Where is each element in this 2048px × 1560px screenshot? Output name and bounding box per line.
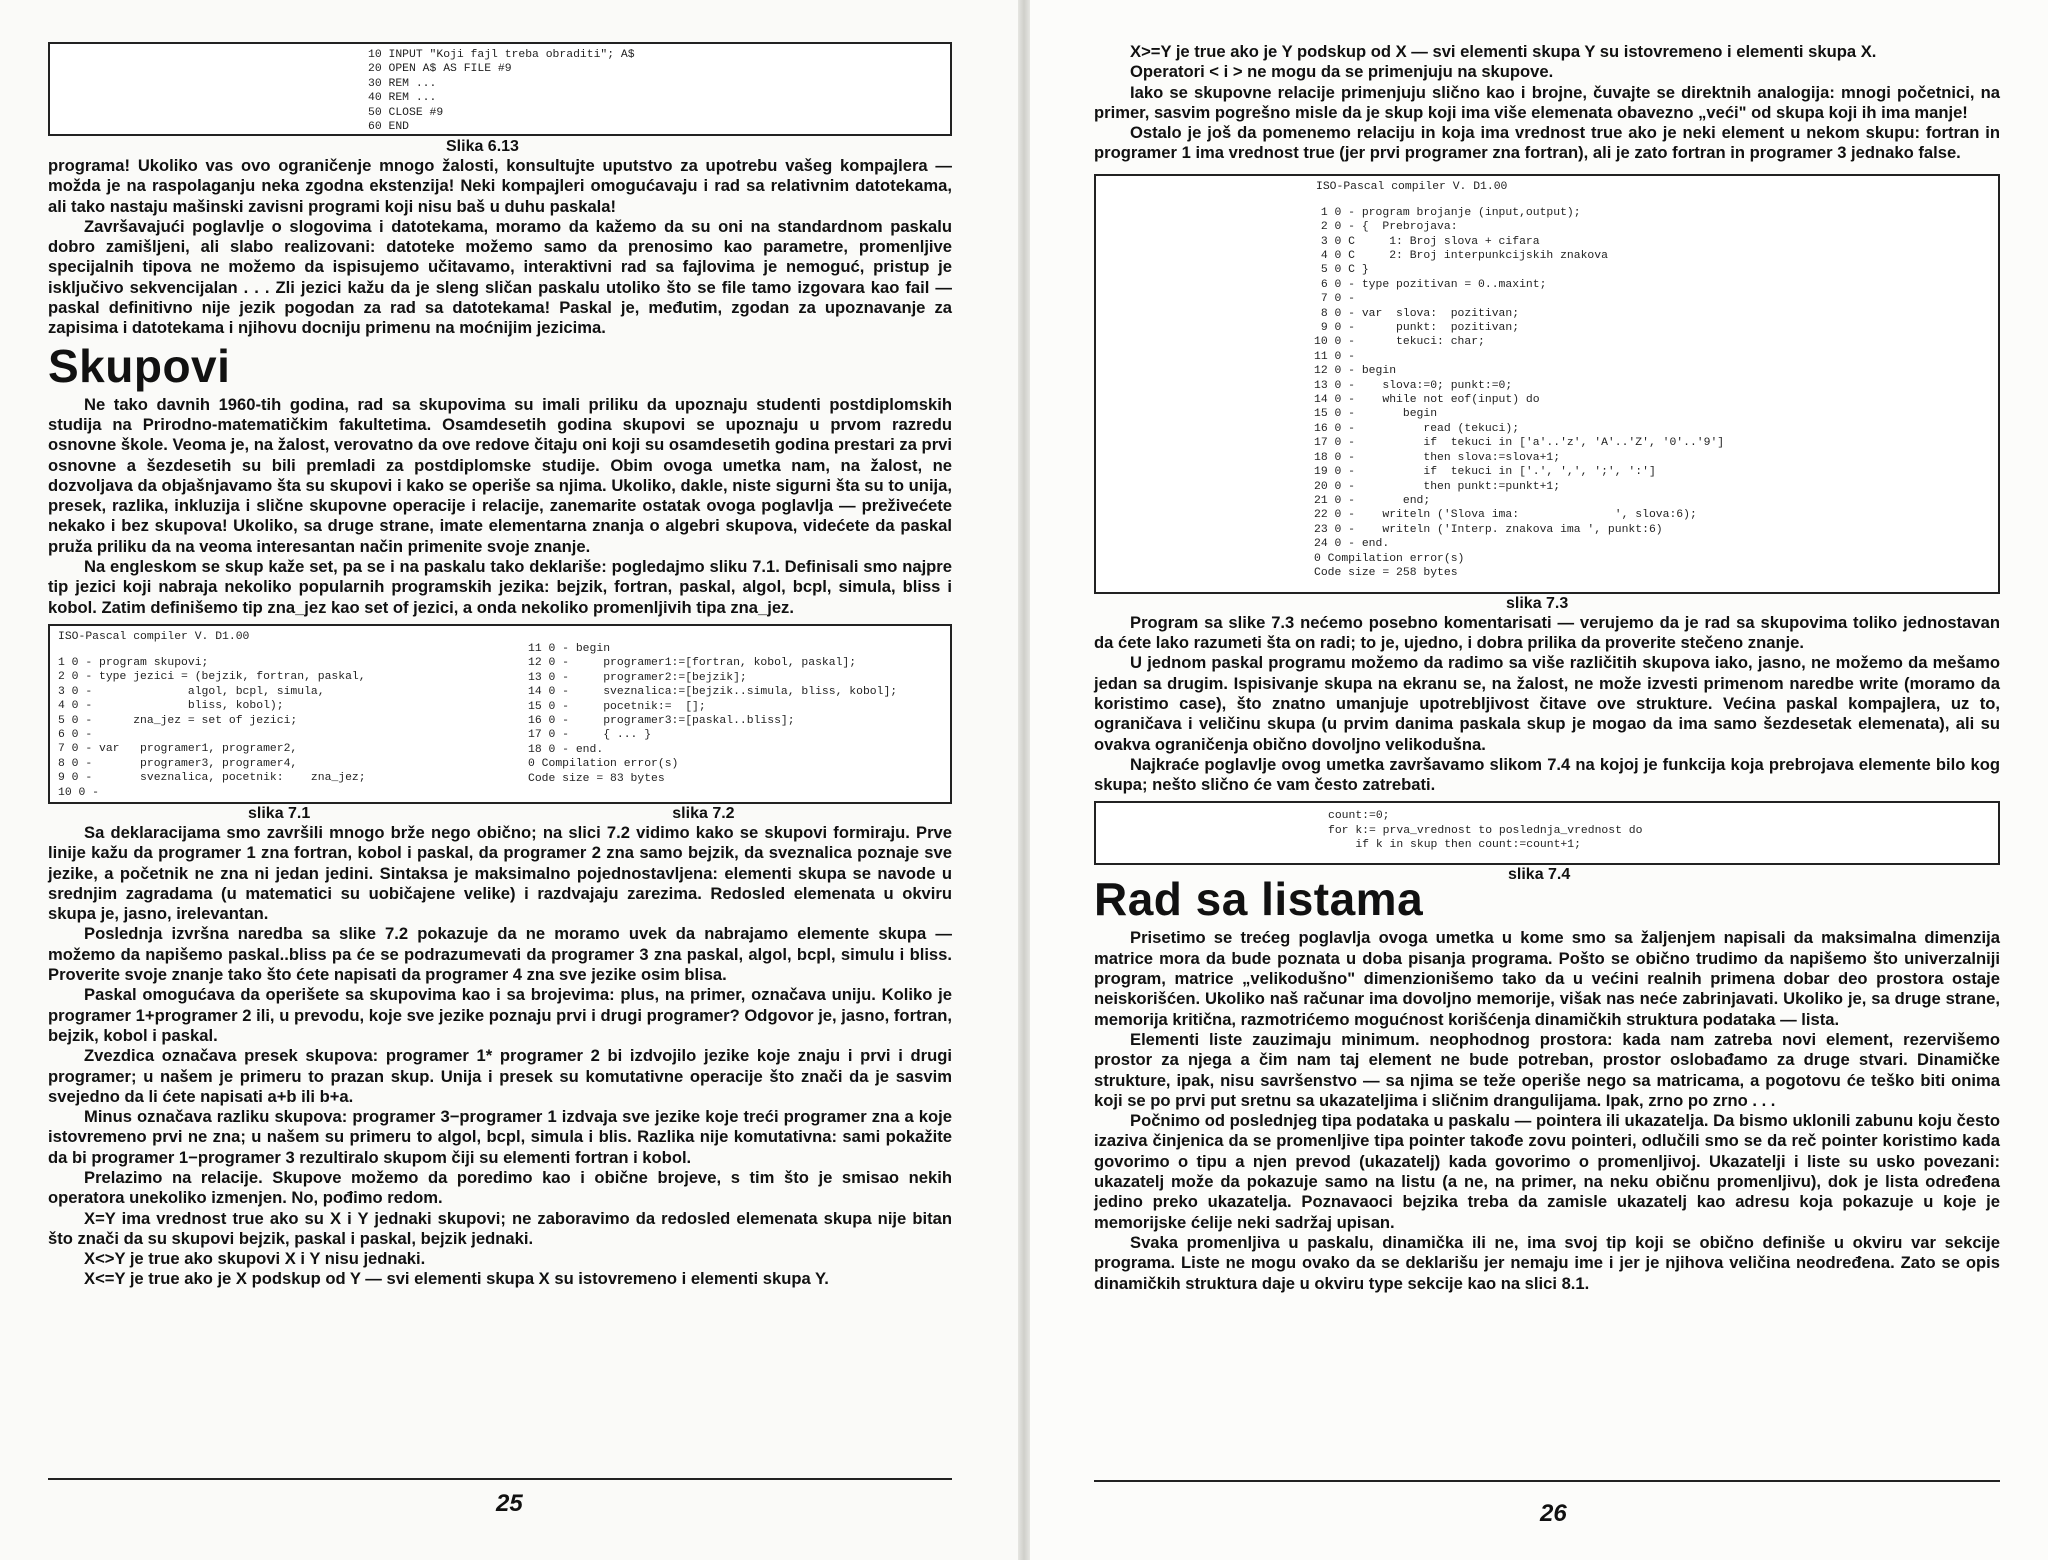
compiler-header: ISO-Pascal compiler V. D1.00 xyxy=(58,630,250,643)
left-column xyxy=(48,42,952,1290)
code-line: 1 0 - program brojanje (input,output); xyxy=(1320,206,1581,219)
code-line: 60 END xyxy=(368,121,410,134)
page-gutter xyxy=(1018,0,1030,1560)
right-column xyxy=(1094,42,2000,1294)
code-line: 8 0 - programer3, programer4, xyxy=(58,757,298,770)
code-line: for k:= prva_vrednost to poslednja_vrednost do xyxy=(1328,824,1643,837)
paragraph: X<=Y je true ako je X podskup od Y — svi elementi skupa X su istovremeno i elementi skupa Y. xyxy=(84,1269,829,1289)
paragraph: Završavajući poglavlje o slogovima i datotekama, moramo da kažemo da su oni na standardnom paskalu dobro zamišljeni, ali slabo realizovani: datoteke možemo samo da prenosimo kao parametre, promenljive specijalnih tipova ne možemo da ispisujemo učitavamo, interaktivni rad sa fajlovima je nemoguć, pristup je isključivo sekvencijalan . . . Zli jezici kažu da je sleng sličan paskalu utoliko što se file tamo izgovara kao fail — paskal definitivno nije jezik pogodan za rad sa datotekama! Paskal je, međutim, zgodan za upoznavanje za zapisima i datotekama i njihovu docniju primenu na moćnijim jezicima. xyxy=(48,216,952,338)
paragraph: programa! Ukoliko vas ovo ograničenje mnogo žalosti, konsultujte uputstvo za upotrebu vašeg kompajlera — možda je na raspolaganju neka zgodna ekstenzija! Neki kompajleri omogućavaju i rad sa relativnim datotekama, ali tako nastaju mašinski zavisni programi koji nisu baš u duhu paskala! xyxy=(48,156,952,216)
figure-7-1-caption: slika 7.1 xyxy=(248,804,311,822)
code-line: 11 0 - xyxy=(1314,350,1356,363)
paragraph: Počnimo od poslednjeg tipa podataka u paskalu — pointera ili ukazatelja. Da bismo uklonili zabunu koju često izaziva činjenica da se promenljive tipa pointer takođe zovu pointeri, odlučili smo se da reč pointer koristimo kada govorimo o tipu a njen prevod (ukazatelj) kada govorimo o promenljivoj. Ukazatelji i liste su usko povezani: ukazatelj može da pokazuje samo na listu (a ne, na primer, na neku običnu promenljivu), dok je lista određena jedino preko ukazatelja. Poznavaoci bejzika treba da zamisle ukazatelj kao adresu koja pokazuje u koje je memorijske ćelije neki sadržaj upisan. xyxy=(1094,1111,2000,1232)
code-line: 1 0 - program skupovi; xyxy=(58,656,209,669)
paragraph: Prelazimo na relacije. Skupove možemo da poredimo kao i obične brojeve, s tim što je smisao nekih operatora unekoliko izmenjen. No, pođimo redom. xyxy=(48,1167,952,1208)
code-line: 20 OPEN A$ AS FILE #9 xyxy=(368,63,512,76)
code-line: 13 0 - slova:=0; punkt:=0; xyxy=(1314,379,1513,392)
code-line: if k in skup then count:=count+1; xyxy=(1355,839,1581,852)
code-line: 9 0 - punkt: pozitivan; xyxy=(1320,322,1520,335)
paragraph: Poslednja izvršna naredba sa slike 7.2 pokazuje da ne moramo uvek da nabrajamo elemente skupa — možemo da napišemo paskal..bliss pa će se podrazumevati da programer 3 zna paskal, algol, bcpl, simulu i bliss. Proverite svoje znanje tako što ćete napisati da programer 4 zna sve jezike osim blisa. xyxy=(48,924,952,985)
code-line: 12 0 - programer1:=[fortran, kobol, paskal]; xyxy=(528,657,857,670)
code-line: 21 0 - end; xyxy=(1314,494,1431,507)
paragraph: Ne tako davnih 1960-tih godina, rad sa skupovima su imali priliku da upoznaju studenti postdiplomskih studija na Prirodno-matematičkim fakultetima. Osamdesetih godina skupovi se upoznaju u prvom razredu osnovne škole. Veoma je, na žalost, verovatno da ove redove čitaju oni koji su osamdesetih godina prestari za prvi osnovne a šezdesetih su bili premladi za postdiplomske studije. Obim ovoga umetka nam, na žalost, ne dozvoljava da objašnjavamo šta su skupovi i kako se operiše sa njima. Ukoliko, dakle, niste sigurni šta su to unija, presek, razlika, inkluzija i slične skupovne operacije i relacije, zanemarite ostatak ovoga poglavlja — preživećete nekako i bez skupova! Ukoliko, sa druge strane, imate elementarna znanja o algebri skupova, videćete da paskal pruža priliku da na veoma interesantan način primenite svoje znanje. xyxy=(48,394,952,556)
code-line: 19 0 - if tekuci in ['.', ',', ';', ':'] xyxy=(1314,466,1656,479)
footer-rule xyxy=(48,1478,952,1480)
figure-7-3-caption: slika 7.3 xyxy=(1506,594,1569,612)
paragraph: Svaka promenljiva u paskalu, dinamička ili ne, ima svoj tip koji se obično definiše u okviru var sekcije programa. Liste ne mogu ovako da se deklarišu jer nemaju ime i jer je njihova veličina neodređena. Zato se opis dinamičkih struktura daje u okviru type sekcije kao na slici 8.1. xyxy=(1094,1232,2000,1293)
figure-7-3-code xyxy=(1314,206,1724,581)
paragraph: X=Y ima vrednost true ako su X i Y jednaki skupovi; ne zaboravimo da redosled elemenata skupa nije bitan što znači da su skupovi bejzik, paskal i paskal, bejzik jednaki. xyxy=(48,1208,952,1248)
paragraph: Prisetimo se trećeg poglavlja ovoga umetka u kome smo sa žaljenjem napisali da maksimalna dimenzija matrice mora da bude poznata u doba pisanja programa. Pošto se obično trudimo da napišemo što univerzalniji program, matrice „velikodušno" dimenzionišemo tako da u većini realnih primena dobar deo prostora ostaje neiskorišćen. Ukoliko naš računar ima dovoljno memorije, višak nas neće zabrinjavati. Ukoliko je, sa druge strane, memorija kritična, razmotrićemo mogućnost korišćenja dinamičkih struktura podataka — lista. xyxy=(1094,928,2000,1029)
figure-7-4-caption: slika 7.4 xyxy=(1508,866,1571,884)
code-line: 14 0 - sveznalica:=[bejzik..simula, bliss, kobol]; xyxy=(528,686,898,699)
figure-7-3 xyxy=(1094,174,2000,594)
paragraph: Sa deklaracijama smo završili mnogo brže nego obično; na slici 7.2 vidimo kako se skupovi formiraju. Prve linije kažu da programer 1 zna fortran, kobol i paskal, da programer 2 zna samo bejzik, da sveznalica poznaje sve jezike, a početnik ne zna ni jedan jedini. Sintaksa je maksimalno pojednostavljena: elementi skupa se navode u srednjim zagradama (u matematici su uobičajene velike) i razdvajaju zarezima. Redosled elemenata u okviru skupa je, jasno, irelevantan. xyxy=(48,822,952,924)
code-line: 24 0 - end. xyxy=(1314,538,1390,551)
figure-6-13-code xyxy=(368,48,635,134)
figure-6-13-caption: Slika 6.13 xyxy=(446,138,519,155)
code-line: Code size = 83 bytes xyxy=(528,772,665,785)
page-number: 26 xyxy=(1540,1500,1567,1527)
compiler-header: ISO-Pascal compiler V. D1.00 xyxy=(1316,180,1508,193)
code-line: 40 REM ... xyxy=(368,92,437,105)
page-number: 25 xyxy=(496,1490,523,1517)
code-line: 10 0 - tekuci: char; xyxy=(1314,336,1485,349)
code-line: 6 0 - xyxy=(58,728,93,741)
figure-7-4-code xyxy=(1328,809,1642,852)
section-heading-skupovi: Skupovi xyxy=(48,339,231,392)
paragraph: Paskal omogućava da operišete sa skupovima kao i sa brojevima: plus, na primer, označava uniju. Koliko je programer 1+programer 2 ili, u prevodu, koje sve jezike poznaju prvi i drugi programer? Odgovor je, jasno, fortran, bejzik, kobol i paskal. xyxy=(48,985,952,1045)
paragraph: X>=Y je true ako je Y podskup od X — svi elementi skupa Y su istovremeno i elementi skupa X. xyxy=(1130,42,1877,61)
figure-captions xyxy=(48,804,952,823)
code-line: 12 0 - begin xyxy=(1314,365,1397,378)
paragraph: Na engleskom se skup kaže set, pa se i na paskalu tako deklariše: pogledajmo sliku 7.1. Definisali smo najpre tip jezici koji nabraja nekoliko popularnih programskih jezika: bejzik, fortran, paskal, algol, bcpl, simula, bliss i kobol. Zatim definišemo tip zna_jez kao set of jezici, a onda nekoliko promenljivih tipa zna_jez. xyxy=(48,557,952,617)
code-line: 6 0 - type pozitivan = 0..maxint; xyxy=(1320,278,1547,291)
paragraph: Ostalo je još da pomenemo relaciju in koja ima vrednost true ako je neki element u nekom skupu: fortran in programer 1 ima vrednost true (jer prvi programer zna fortran), ali je zato fortran in programer 3 jednako false. xyxy=(1094,123,2000,163)
code-line: 18 0 - end. xyxy=(528,743,604,756)
code-line: 30 REM ... xyxy=(368,77,437,90)
code-line: 0 Compilation error(s) xyxy=(528,758,679,771)
code-line: 8 0 - var slova: pozitivan; xyxy=(1320,307,1520,320)
code-line: 15 0 - begin xyxy=(1314,408,1438,421)
paragraph: X<>Y je true ako skupovi X i Y nisu jednaki. xyxy=(84,1249,426,1269)
paragraph: Elementi liste zauzimaju minimum. neophodnog prostora: kada nam zatreba novi element, rezervišemo prostor za njega a čim nam taj element ne bude potreban, prostor oslobađamo za druge stvari. Dinamičke strukture, ipak, nisu savršenstvo — sa njima se teže operiše nego sa matricama, a pogotovu će teško biti onima koji se po prvi put sretnu sa ukazateljima i sličnim drangulijama. Ipak, zrno po zrno . . . xyxy=(1094,1029,2000,1110)
code-line: Code size = 258 bytes xyxy=(1314,566,1458,579)
code-line: 22 0 - writeln ('Slova ima: ', slova:6); xyxy=(1314,509,1697,522)
code-line: 4 0 C 2: Broj interpunkcijskih znakova xyxy=(1320,250,1608,262)
code-line: 17 0 - { ... } xyxy=(528,729,652,742)
paragraph: Minus označava razliku skupova: programer 3−programer 1 izdvaja sve jezike koje treći programer zna a koje istovremeno prvi ne zna; u našem su primeru to algol, bcpl, simula i blis. Razlika nije komutativna: sami pokažite da bi programer 1−programer 3 rezultiralo skupom čiji su elementi fortran i kobol. xyxy=(48,1107,952,1167)
code-line: 17 0 - if tekuci in ['a'..'z', 'A'..'Z', '0'..'9'] xyxy=(1314,437,1725,450)
code-line: 13 0 - programer2:=[bejzik]; xyxy=(528,671,747,684)
code-line: 7 0 - xyxy=(1320,293,1356,306)
code-line: 5 0 - zna_jez = set of jezici; xyxy=(58,714,298,727)
code-line: 10 0 - xyxy=(58,786,100,799)
paragraph: U jednom paskal programu možemo da radimo sa više različitih skupova iako, jasno, ne možemo da mešamo jedan sa drugim. Ispisivanje skupa na ekranu se, na žalost, ne može izvesti primenom naredbe write (moramo da koristimo case), što znatno umanjuje upotrebljivost čitave ove strukture. Većina paskal kompajlera, uz to, ograničava i veličinu skupa (u prvim danima paskala skup je mogao da ima samo šezdesetak elemenata), ali su ovakva ograničenja obično dovoljno velikodušna. xyxy=(1094,653,2000,754)
code-line: 23 0 - writeln ('Interp. znakova ima ', punkt:6) xyxy=(1314,523,1663,536)
code-line: 10 INPUT "Koji fajl treba obraditi"; A$ xyxy=(368,49,635,61)
code-line: 11 0 - begin xyxy=(528,642,611,655)
code-line: 16 0 - read (tekuci); xyxy=(1314,422,1520,435)
code-line: 2 0 - { Prebrojava: xyxy=(1320,221,1458,234)
footer-rule xyxy=(1094,1480,2000,1482)
code-line: 14 0 - while not eof(input) do xyxy=(1314,394,1540,407)
code-line: 20 0 - then punkt:=punkt+1; xyxy=(1314,480,1561,493)
code-line: 4 0 - bliss, kobol); xyxy=(58,700,284,713)
paragraph: Operatori < i > ne mogu da se primenjuju na skupove. xyxy=(1130,62,1554,82)
figure-7-1-7-2 xyxy=(48,624,952,804)
code-line: 15 0 - pocetnik:= []; xyxy=(528,700,706,713)
code-line: 0 Compilation error(s) xyxy=(1314,552,1465,565)
code-line: 16 0 - programer3:=[paskal..bliss]; xyxy=(528,714,795,727)
code-line: 9 0 - sveznalica, pocetnik: zna_jez; xyxy=(58,772,366,785)
paragraph: Program sa slike 7.3 nećemo posebno komentarisati — verujemo da je rad sa skupovima toliko jednostavan da ćete lako razumeti šta on radi; to je, ujedno, i dobra prilika da proverite stečeno znanje. xyxy=(1094,612,2000,653)
section-heading-rad-sa-listama: Rad sa listama xyxy=(1094,873,1424,926)
paragraph: Najkraće poglavlje ovog umetka završavamo slikom 7.4 na kojoj je funkcija koja prebrojava elemente bilo kog skupa; nešto slično će vam često zatrebati. xyxy=(1094,754,2000,795)
code-line: 7 0 - var programer1, programer2, xyxy=(58,743,298,756)
code-line: 50 CLOSE #9 xyxy=(368,106,444,119)
paragraph: Iako se skupovne relacije primenjuju slično kao i brojne, čuvajte se direktnih analogija: mnogi početnici, na primer, sasvim pogrešno misle da je skup koji ima više elemenata obavezno „veći" od skupa koji ih ima manje! xyxy=(1094,82,2000,122)
code-line: 18 0 - then slova:=slova+1; xyxy=(1314,451,1561,464)
figure-6-13 xyxy=(48,42,952,136)
paragraph: Zvezdica označava presek skupova: programer 1* programer 2 bi izdvojilo jezike koje znaju i prvi i drugi programer; u našem je primeru to prazan skup. Unija i presek su komutativne operacije što znači da je sasvim svejedno da li ćete napisati a+b ili b+a. xyxy=(48,1046,952,1106)
figure-7-2-caption: slika 7.2 xyxy=(672,804,735,822)
code-line: 2 0 - type jezici = (bejzik, fortran, paskal, xyxy=(58,671,366,684)
code-line: 3 0 - algol, bcpl, simula, xyxy=(58,685,325,698)
code-line: 3 0 C 1: Broj slova + cifara xyxy=(1320,235,1540,248)
figure-7-2-code xyxy=(528,642,897,786)
code-line: 5 0 C } xyxy=(1320,264,1369,277)
figure-7-4 xyxy=(1094,801,2000,865)
figure-7-1-code xyxy=(58,656,366,800)
code-line: count:=0; xyxy=(1328,810,1390,823)
